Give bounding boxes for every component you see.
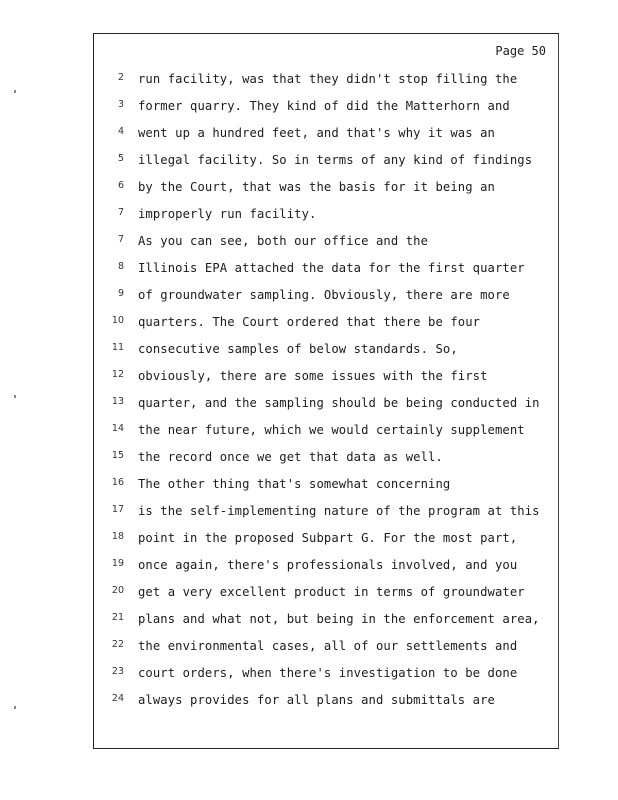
transcript-line: [94, 261, 560, 279]
line-text: is the self-implementing nature of the program at this: [138, 504, 540, 518]
transcript-line: [94, 504, 560, 522]
transcript-line: [94, 126, 560, 144]
line-text: The other thing that's somewhat concerning: [138, 477, 451, 491]
line-number: 21: [111, 612, 124, 623]
line-number: 24: [111, 693, 124, 704]
transcript-page: [93, 33, 559, 749]
margin-mark: [14, 395, 16, 398]
transcript-line: [94, 180, 560, 198]
page-number: Page 50: [495, 44, 546, 58]
line-number: 19: [111, 558, 124, 569]
transcript-line: [94, 396, 560, 414]
line-number: 9: [117, 288, 124, 299]
line-text: Illinois EPA attached the data for the first quarter: [138, 261, 525, 275]
transcript-line: [94, 153, 560, 171]
line-number: 3: [117, 99, 124, 110]
line-number: 16: [111, 477, 124, 488]
line-text: always provides for all plans and submittals are: [138, 693, 495, 707]
transcript-line: [94, 423, 560, 441]
line-text: the near future, which we would certainly supplement: [138, 423, 525, 437]
line-text: once again, there's professionals involved, and you: [138, 558, 518, 572]
line-number: 11: [111, 342, 124, 353]
transcript-line: [94, 558, 560, 576]
line-text: quarter, and the sampling should be being conducted in: [138, 396, 540, 410]
transcript-line: [94, 585, 560, 603]
line-text: went up a hundred feet, and that's why it was an: [138, 126, 495, 140]
line-number: 7: [117, 207, 124, 218]
line-number: 13: [111, 396, 124, 407]
line-text: get a very excellent product in terms of groundwater: [138, 585, 525, 599]
line-text: former quarry. They kind of did the Matterhorn and: [138, 99, 510, 113]
line-text: the environmental cases, all of our settlements and: [138, 639, 518, 653]
line-text: by the Court, that was the basis for it being an: [138, 180, 495, 194]
line-text: quarters. The Court ordered that there be four: [138, 315, 481, 329]
line-text: plans and what not, but being in the enforcement area,: [138, 612, 540, 626]
transcript-line: [94, 693, 560, 711]
line-text: As you can see, both our office and the: [138, 234, 429, 248]
transcript-line: [94, 342, 560, 360]
line-text: run facility, was that they didn't stop filling the: [138, 72, 518, 86]
transcript-line: [94, 99, 560, 117]
transcript-line: [94, 369, 560, 387]
line-number: 4: [117, 126, 124, 137]
transcript-line: [94, 450, 560, 468]
line-number: 8: [117, 261, 124, 272]
line-text: illegal facility. So in terms of any kind of findings: [138, 153, 533, 167]
transcript-line: [94, 531, 560, 549]
transcript-line: [94, 315, 560, 333]
line-number: 17: [111, 504, 124, 515]
transcript-line: [94, 612, 560, 630]
line-text: improperly run facility.: [138, 207, 317, 221]
line-number: 15: [111, 450, 124, 461]
transcript-line: [94, 207, 560, 225]
line-text: the record once we get that data as well.: [138, 450, 443, 464]
line-number: 14: [111, 423, 124, 434]
line-text: consecutive samples of below standards. So,: [138, 342, 458, 356]
line-number: 2: [117, 72, 124, 83]
transcript-line: [94, 288, 560, 306]
line-number: 18: [111, 531, 124, 542]
line-text: point in the proposed Subpart G. For the most part,: [138, 531, 518, 545]
line-number: 5: [117, 153, 124, 164]
line-text: court orders, when there's investigation to be done: [138, 666, 518, 680]
line-number: 23: [111, 666, 124, 677]
transcript-line: [94, 477, 560, 495]
line-number: 7: [117, 234, 124, 245]
line-number: 22: [111, 639, 124, 650]
transcript-line: [94, 639, 560, 657]
margin-mark: [14, 706, 16, 709]
line-text: of groundwater sampling. Obviously, there are more: [138, 288, 510, 302]
line-text: obviously, there are some issues with the first: [138, 369, 488, 383]
line-number: 12: [111, 369, 124, 380]
line-number: 20: [111, 585, 124, 596]
transcript-line: [94, 234, 560, 252]
margin-mark: [14, 90, 16, 93]
transcript-line: [94, 666, 560, 684]
line-number: 10: [111, 315, 124, 326]
transcript-line: [94, 72, 560, 90]
line-number: 6: [117, 180, 124, 191]
